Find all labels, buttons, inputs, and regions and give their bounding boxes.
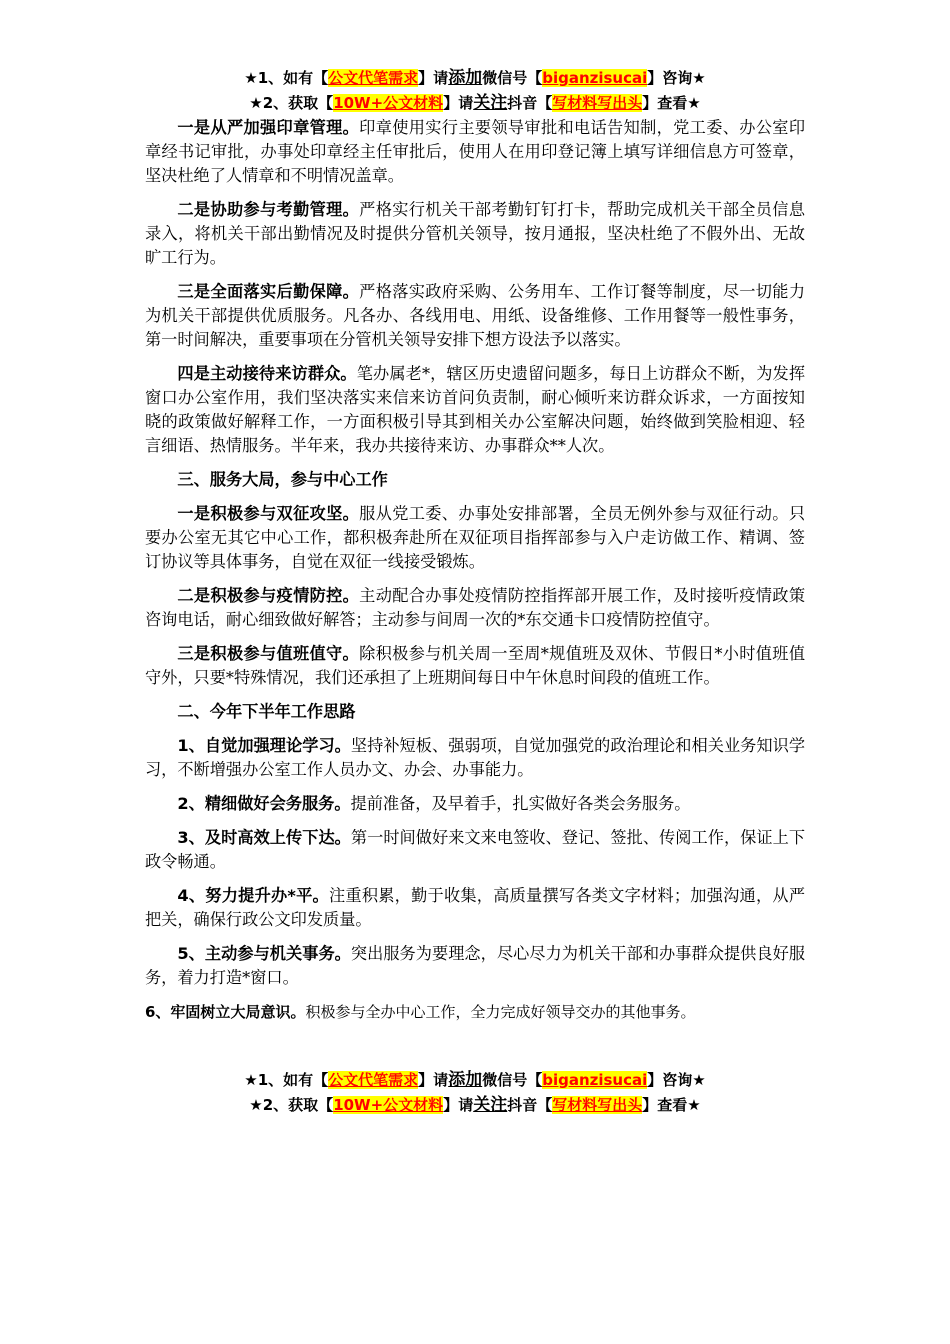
promo-line-1: ★1、如有【公文代笔需求】请添加微信号【biganzisucai】咨询★ [244, 1070, 706, 1090]
promo-banner-top [145, 66, 805, 116]
paragraph-lead: 3、及时高效上传下达。 [177, 828, 351, 847]
paragraph-text: 严格落实政府采购、公务用车、工作订餐等制度，尽一切能力为机关干部提供优质服务。凡各办、各线用电、用纸、设备维修、工作用餐等一般性事务，第一时间解决，重要事项在分管机关领导安排下想方设法予以落实。 [145, 282, 806, 349]
promo-emphasis: 添加 [448, 68, 483, 88]
promo-line-2: ★2、获取【10W+公文材料】请关注抖音【写材料写出头】查看★ [249, 1095, 701, 1115]
douyin-account: 写材料写出头 [552, 94, 643, 112]
paragraph-lead: 三是积极参与值班值守。 [177, 644, 360, 663]
paragraph [145, 280, 805, 352]
paragraph [145, 942, 805, 990]
paragraph-text: 第一时间做好来文来电签收、登记、签批、传阅工作，保证上下政令畅通。 [145, 828, 806, 871]
promo-emphasis: 关注 [473, 93, 508, 113]
paragraph [145, 792, 805, 816]
paragraph [145, 198, 805, 270]
section-heading: 二、今年下半年工作思路 [177, 702, 356, 721]
document-body [145, 116, 805, 1024]
paragraph-lead: 二是协助参与考勤管理。 [177, 200, 360, 219]
paragraph-text: 注重积累，勤于收集，高质量撰写各类文字材料；加强沟通，从严把关，确保行政公文印发质量。 [145, 886, 806, 929]
promo-highlight: 公文代笔需求 [328, 69, 419, 87]
paragraph-lead: 一是积极参与双征攻坚。 [177, 504, 360, 523]
paragraph-text: 笔办属老*，辖区历史遗留问题多，每日上访群众不断，为发挥窗口办公室作用，我们坚决落实来信来访首问负责制，耐心倾听来访群众诉求，一方面按知晓的政策做好解释工作，一方面积极引导其到相关办公室解决问题，始终做到笑脸相迎、轻言细语、热情服务。半年来，我办共接待来访、办事群众**人次。 [145, 364, 806, 455]
paragraph-lead: 5、主动参与机关事务。 [177, 944, 351, 963]
paragraph-text: 除积极参与机关周一至周*规值班及双休、节假日*小时值班值守外，只要*特殊情况，我们还承担了上班期间每日中午休息时间段的值班工作。 [145, 644, 806, 687]
paragraph [145, 116, 805, 188]
promo-banner-bottom [145, 1068, 805, 1118]
douyin-account: 写材料写出头 [552, 1096, 643, 1114]
wechat-id: biganzisucai [542, 1071, 648, 1089]
document-page [145, 66, 805, 1118]
promo-line-1: ★1、如有【公文代笔需求】请添加微信号【biganzisucai】咨询★ [244, 68, 706, 88]
paragraph-lead: 6、牢固树立大局意识。 [145, 1003, 306, 1021]
promo-emphasis: 添加 [448, 1070, 483, 1090]
final-paragraph [145, 1000, 805, 1024]
wechat-id: biganzisucai [542, 69, 648, 87]
promo-line-2: ★2、获取【10W+公文材料】请关注抖音【写材料写出头】查看★ [249, 93, 701, 113]
paragraph-lead: 4、努力提升办*平。 [177, 886, 329, 905]
section-heading: 三、服务大局，参与中心工作 [177, 470, 388, 489]
paragraph [145, 502, 805, 574]
paragraph-lead: 二是积极参与疫情防控。 [177, 586, 360, 605]
paragraph-lead: 一是从严加强印章管理。 [177, 118, 360, 137]
paragraph-text: 严格实行机关干部考勤钉钉打卡，帮助完成机关干部全员信息录入，将机关干部出勤情况及时提供分管机关领导，按月通报，坚决杜绝了不假外出、无故旷工行为。 [145, 200, 806, 267]
promo-emphasis: 关注 [473, 1095, 508, 1115]
paragraph-text: 坚持补短板、强弱项，自觉加强党的政治理论和相关业务知识学习，不断增强办公室工作人员办文、办会、办事能力。 [145, 736, 806, 779]
paragraph [145, 884, 805, 932]
promo-highlight: 10W+公文材料 [333, 1096, 444, 1114]
paragraph-lead: 三是全面落实后勤保障。 [177, 282, 360, 301]
paragraph-text: 服从党工委、办事处安排部署，全员无例外参与双征行动。只要办公室无其它中心工作，都积极奔赴所在双征项目指挥部参与入户走访做工作、精调、签订协议等具体事务，自觉在双征一线接受锻炼。 [145, 504, 806, 571]
paragraph-lead: 2、精细做好会务服务。 [177, 794, 351, 813]
paragraph-lead: 1、自觉加强理论学习。 [177, 736, 351, 755]
paragraph [145, 734, 805, 782]
paragraph-text: 积极参与全办中心工作，全力完成好领导交办的其他事务。 [305, 1003, 696, 1021]
paragraph-text: 主动配合办事处疫情防控指挥部开展工作，及时接听疫情政策咨询电话，耐心细致做好解答；主动参与间周一次的*东交通卡口疫情防控值守。 [145, 586, 806, 629]
paragraph-text: 提前准备，及早着手，扎实做好各类会务服务。 [350, 794, 691, 813]
paragraph [145, 584, 805, 632]
paragraph [145, 362, 805, 458]
paragraph-text: 印章使用实行主要领导审批和电话告知制，党工委、办公室印章经书记审批，办事处印章经主任审批后，使用人在用印登记簿上填写详细信息方可签章，坚决杜绝了人情章和不明情况盖章。 [145, 118, 806, 185]
paragraph-text: 突出服务为要理念，尽心尽力为机关干部和办事群众提供良好服务，着力打造*窗口。 [145, 944, 806, 987]
paragraph-lead: 四是主动接待来访群众。 [177, 364, 357, 383]
paragraph [145, 826, 805, 874]
paragraph [145, 642, 805, 690]
promo-highlight: 10W+公文材料 [333, 94, 444, 112]
promo-highlight: 公文代笔需求 [328, 1071, 419, 1089]
